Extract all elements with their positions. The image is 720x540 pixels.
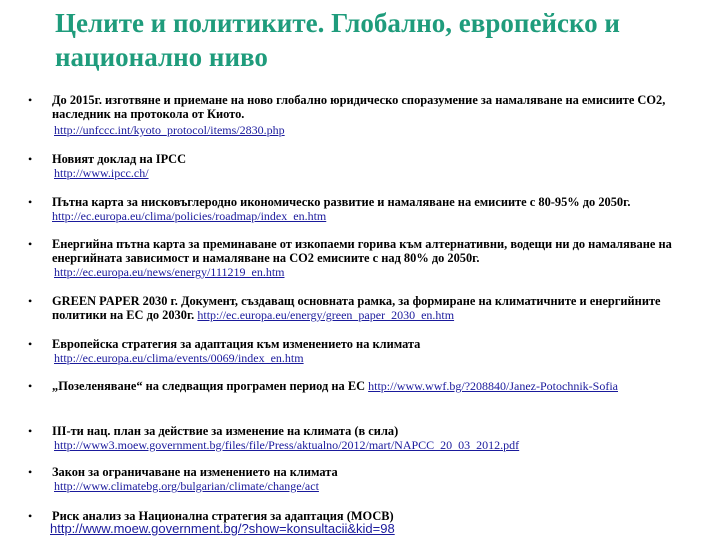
item-text: Новият доклад на IPCC xyxy=(52,152,187,166)
bullet-icon: • xyxy=(28,237,33,251)
item-text: До 2015г. изготвяне и приемане на ново глобално юридическо споразумение за намаляване на емисиите CO2, наследник на протокола от Киото. xyxy=(52,93,666,121)
slide-title: Целите и политиките. Глобално, европейско и национално ниво xyxy=(55,8,620,72)
item-text xyxy=(52,379,714,393)
bullet-icon: • xyxy=(28,195,33,209)
bullet-icon: • xyxy=(28,93,33,107)
item-text-label: „Позеленяване“ на следващия програмен период на ЕС xyxy=(52,379,366,393)
item-link[interactable]: http://ec.europa.eu/clima/policies/roadmap/index_en.htm xyxy=(52,209,327,223)
item-text: III-ти нац. план за действие за изменение на климата (в сила) xyxy=(52,424,399,438)
bullet-icon: • xyxy=(28,294,33,308)
item-text: Закон за ограничаване на изменението на климата xyxy=(52,465,338,479)
item-text xyxy=(52,195,714,223)
item-text: Европейска стратегия за адаптация към изменението на климата xyxy=(52,337,421,351)
item-text-label: Пътна карта за нисковъглеродно икономическо развитие и намаляване на емисиите с 80-95% до 2050г. xyxy=(52,195,631,209)
item-link[interactable]: http://www.wwf.bg/?208840/Janez-Potochnik-Sofia xyxy=(368,379,618,393)
item-link[interactable]: http://www.moew.government.bg/?show=konsultacii&kid=98 xyxy=(50,521,395,536)
item-link[interactable]: http://ec.europa.eu/news/energy/111219_en.htm xyxy=(54,265,285,279)
item-text: Енергийна пътна карта за преминаване от изкопаеми горива към алтернативни, водещи ни до намаляване на енергийната зависимост и намаляване на CO2 емисиите с над 80% до 2050г. xyxy=(52,237,672,265)
bullet-icon: • xyxy=(28,465,33,479)
bullet-icon: • xyxy=(28,379,33,393)
item-text xyxy=(52,294,714,322)
item-link[interactable]: http://www3.moew.government.bg/files/file/Press/aktualno/2012/mart/NAPCC_20_03_2012.pdf xyxy=(54,438,520,452)
item-link[interactable]: http://ec.europa.eu/energy/green_paper_2030_en.htm xyxy=(197,308,455,322)
bullet-icon: • xyxy=(28,424,33,438)
item-text-label: GREEN PAPER 2030 г. Документ, създаващ основната рамка, за формиране на климатичните и енергийните политики на ЕС до 2030г. xyxy=(52,294,661,322)
item-link[interactable]: http://www.ipcc.ch/ xyxy=(54,166,149,180)
bullet-icon: • xyxy=(28,509,33,523)
item-link[interactable]: http://unfccc.int/kyoto_protocol/items/2830.php xyxy=(54,123,285,137)
item-link[interactable]: http://www.climatebg.org/bulgarian/climate/change/act xyxy=(54,479,319,493)
item-link[interactable]: http://ec.europa.eu/clima/events/0069/index_en.htm xyxy=(54,351,304,365)
bullet-icon: • xyxy=(28,152,33,166)
item-text: Риск анализ за Национална стратегия за адаптация (МОСВ) xyxy=(52,509,394,523)
bullet-icon: • xyxy=(28,337,33,351)
